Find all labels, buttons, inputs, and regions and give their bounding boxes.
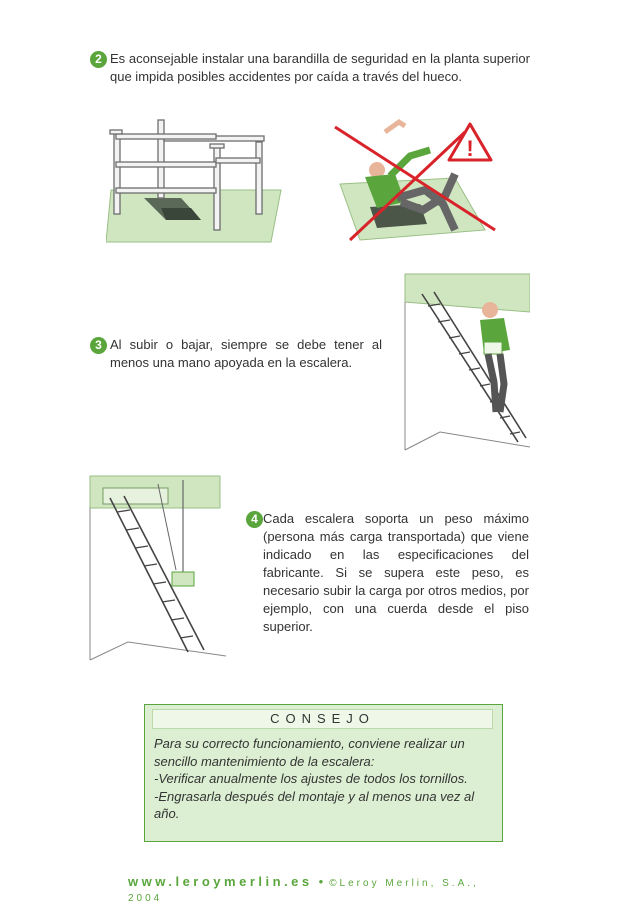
consejo-line-1: Para su correcto funcionamiento, conviene realizar un sencillo mantenimiento de la escalera: <box>154 736 465 769</box>
climbing-ladder-illustration <box>400 272 530 452</box>
footer-separator: • <box>318 874 324 889</box>
step-3-text: Al subir o bajar, siempre se debe tener al menos una mano apoyada en la escalera. <box>110 337 382 370</box>
warning-sign-text: ! <box>466 136 474 161</box>
step-2-text: Es aconsejable instalar una barandilla de seguridad en la planta superior que impida posibles accidentes por caída a través del hueco. <box>110 51 530 84</box>
railing-illustration <box>106 112 286 252</box>
footer-copyright: ©Leroy Merlin, S.A., 2004 <box>128 878 479 904</box>
step-4-text: Cada escalera soporta un peso máximo (persona más carga transportada) que viene indicado en las especificaciones del fabricante. Si se supera este peso, es necesario subir la carga por otros medios, por ejemplo, con una cuerda desde el piso superior. <box>263 511 529 634</box>
load-rope-illustration <box>88 474 228 664</box>
consejo-title: CONSEJO <box>152 709 493 729</box>
footer <box>128 874 518 904</box>
consejo-line-3: -Engrasarla después del montaje y al menos una vez al año. <box>154 788 475 821</box>
step-2-badge: 2 <box>90 51 107 68</box>
step-3-badge: 3 <box>90 337 107 354</box>
step-4-badge: 4 <box>246 511 263 528</box>
falling-person-warning-illustration <box>315 112 515 252</box>
consejo-line-2: -Verificar anualmente los ajustes de todos los tornillos. <box>154 771 468 786</box>
consejo-body <box>154 735 494 823</box>
footer-url[interactable]: www.leroymerlin.es <box>128 874 313 889</box>
consejo-box <box>144 704 503 842</box>
